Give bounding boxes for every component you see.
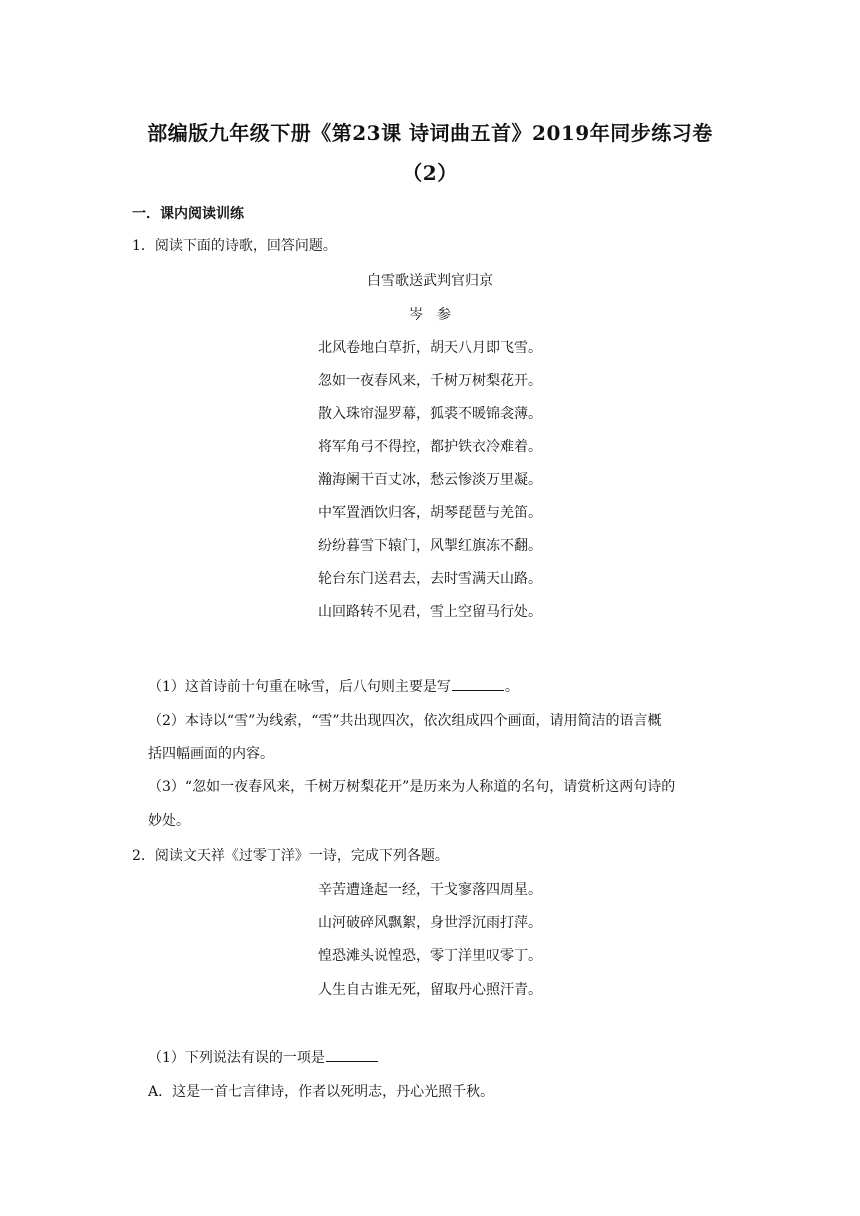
poem-1-line: 轮台东门送君去，去时雪满天山路。 [318,571,542,587]
sub-question-punct: 。 [504,679,519,695]
answer-blank[interactable] [452,676,504,691]
poem-1-line: 瀚海阑干百丈冰，愁云惨淡万里凝。 [318,472,542,488]
poem-1-line: 中军置酒饮归客，胡琴琵琶与羌笛。 [318,505,542,521]
page-title-suffix: （2） [402,161,458,185]
poem-2-line: 山河破碎风飘絮，身世浮沉雨打萍。 [318,915,542,931]
poem-1-line: 纷纷暮雪下辕门，风掣红旗冻不翻。 [318,538,542,554]
poem-2-line: 惶恐滩头说惶恐，零丁洋里叹零丁。 [318,948,542,964]
sub-question-text: （1）这首诗前十句重在咏雪，后八句则主要是写 [148,679,451,695]
sub-question-text: （1）下列说法有误的一项是 [148,1050,325,1066]
page-title: 部编版九年级下册《第23课 诗词曲五首》2019年同步练习卷 [147,121,713,145]
question-1-sub-2-line2: 括四幅画面的内容。 [148,746,274,762]
question-1-sub-3-line1: （3）“忽如一夜春风来，千树万树梨花开”是历来为人称道的名句，请赏析这两句诗的 [148,779,676,795]
section-heading: 一．课内阅读训练 [132,206,244,222]
poem-2-line: 人生自古谁无死，留取丹心照汗青。 [318,982,542,998]
poem-1-line: 山回路转不见君，雪上空留马行处。 [318,604,542,620]
question-2-stem: 2．阅读文天祥《过零丁洋》一诗，完成下列各题。 [132,848,449,864]
question-1-sub-3-line2: 妙处。 [148,813,190,829]
question-2-option-a: A．这是一首七言律诗，作者以死明志，丹心光照千秋。 [148,1084,495,1100]
poem-1-line: 将军角弓不得控，都护铁衣冷难着。 [318,439,542,455]
answer-blank[interactable] [326,1047,378,1062]
poem-1-line: 忽如一夜春风来，千树万树梨花开。 [318,373,542,389]
poem-1-line: 散入珠帘湿罗幕，狐裘不暖锦衾薄。 [318,406,542,422]
poem-2-line: 辛苦遭逢起一经，干戈寥落四周星。 [318,882,542,898]
poem-1-line: 北风卷地白草折，胡天八月即飞雪。 [318,340,542,356]
question-1-sub-2-line1: （2）本诗以“雪”为线索，“雪”共出现四次，依次组成四个画面，请用简洁的语言概 [148,713,662,729]
question-1-stem: 1．阅读下面的诗歌，回答问题。 [132,238,337,254]
question-2-sub-1 [148,1047,379,1067]
poem-1-title: 白雪歌送武判官归京 [367,273,493,289]
question-1-sub-1 [148,676,519,696]
poem-1-author: 岑 参 [409,307,451,323]
